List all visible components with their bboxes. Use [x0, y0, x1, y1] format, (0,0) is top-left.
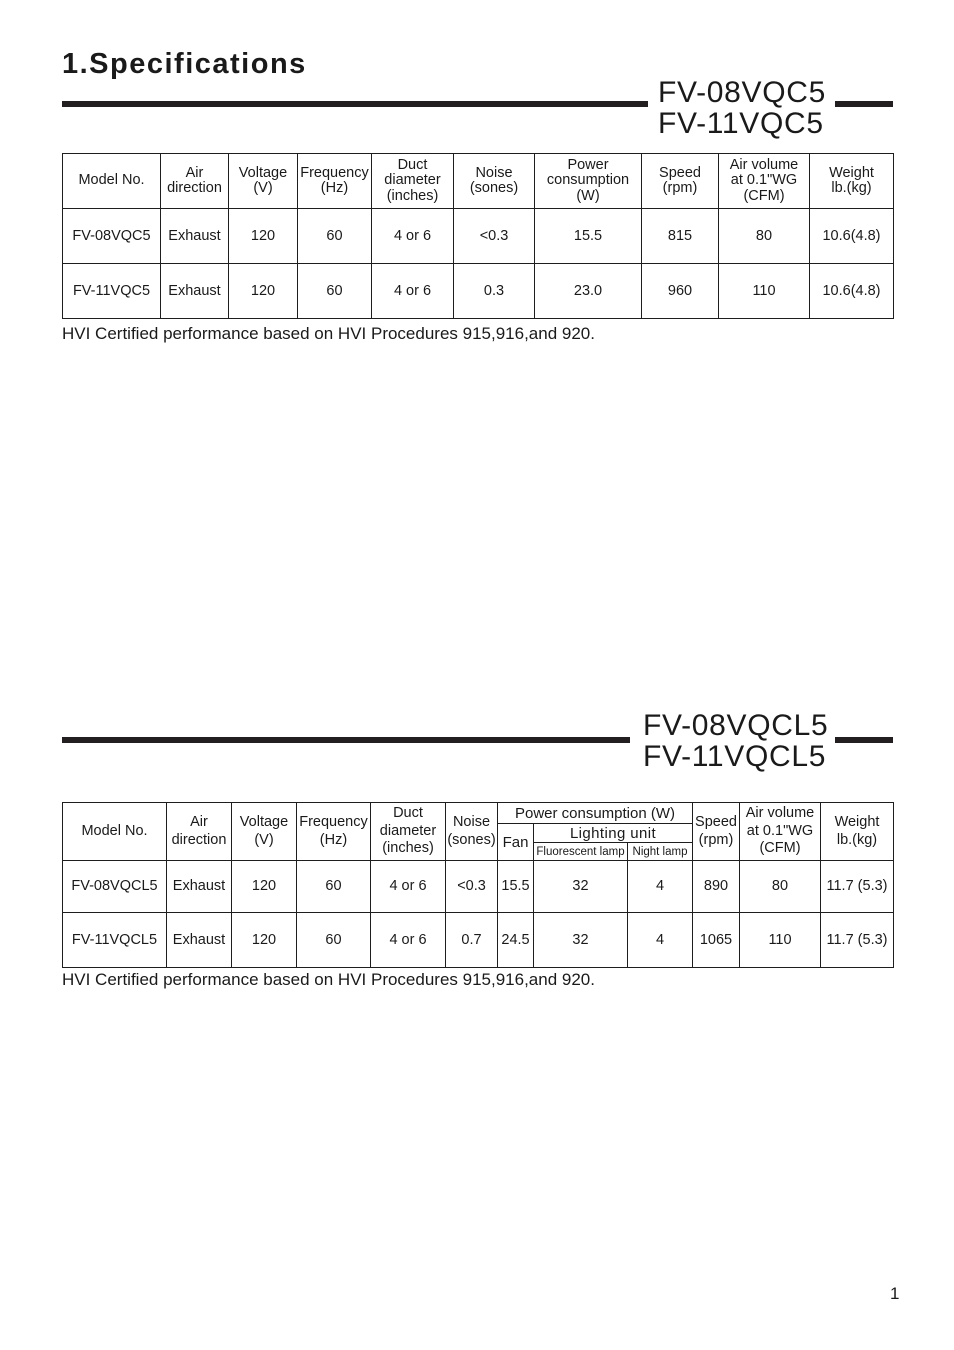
cell-power-consumption: 23.0 [535, 264, 642, 319]
cell-air-direction: Exhaust [167, 913, 232, 968]
cell-model-no: FV-11VQCL5 [63, 913, 167, 968]
section-rule-left [62, 101, 648, 107]
header-voltage: Voltage (V) [229, 154, 298, 209]
table-row [63, 913, 894, 968]
cell-speed: 1065 [693, 913, 740, 968]
cell-frequency: 60 [297, 861, 371, 913]
header-weight: Weight lb.(kg) [821, 803, 894, 861]
header-power-consumption: Power consumption (W) [498, 803, 693, 824]
cell-night-lamp-power: 4 [628, 913, 693, 968]
header-duct-diameter: Duct diameter (inches) [371, 803, 446, 861]
header-air-volume: Air volume at 0.1"WG (CFM) [719, 154, 810, 209]
page-title: 1.Specifications [62, 48, 307, 80]
header-air-direction: Air direction [167, 803, 232, 861]
table-row [63, 264, 894, 319]
header-night-lamp: Night lamp [628, 843, 693, 861]
cell-air-volume: 80 [740, 861, 821, 913]
cell-voltage: 120 [232, 913, 297, 968]
cell-duct-diameter: 4 or 6 [371, 913, 446, 968]
header-duct-diameter: Duct diameter (inches) [372, 154, 454, 209]
header-fan: Fan [498, 824, 534, 861]
cell-frequency: 60 [297, 913, 371, 968]
header-frequency: Frequency (Hz) [298, 154, 372, 209]
cell-model-no: FV-08VQCL5 [63, 861, 167, 913]
cell-air-direction: Exhaust [167, 861, 232, 913]
header-noise: Noise (sones) [454, 154, 535, 209]
cell-speed: 960 [642, 264, 719, 319]
cell-fan-power: 15.5 [498, 861, 534, 913]
header-noise: Noise (sones) [446, 803, 498, 861]
header-speed: Speed (rpm) [642, 154, 719, 209]
cell-duct-diameter: 4 or 6 [372, 209, 454, 264]
cell-weight: 11.7 (5.3) [821, 861, 894, 913]
header-frequency: Frequency (Hz) [297, 803, 371, 861]
cell-voltage: 120 [232, 861, 297, 913]
cell-noise: <0.3 [454, 209, 535, 264]
header-fluorescent-lamp: Fluorescent lamp [534, 843, 628, 861]
spec-table-vqcl5 [62, 802, 894, 968]
header-air-direction: Air direction [161, 154, 229, 209]
cell-air-volume: 110 [740, 913, 821, 968]
cell-weight: 10.6(4.8) [810, 264, 894, 319]
cell-weight: 10.6(4.8) [810, 209, 894, 264]
cell-frequency: 60 [298, 264, 372, 319]
header-power-consumption: Power consumption (W) [535, 154, 642, 209]
cell-frequency: 60 [298, 209, 372, 264]
cell-air-direction: Exhaust [161, 209, 229, 264]
table-row [63, 861, 894, 913]
section-rule-right [835, 737, 893, 743]
model-heading-line: FV-08VQC5 [658, 76, 827, 109]
page-number: 1 [890, 1284, 900, 1303]
cell-night-lamp-power: 4 [628, 861, 693, 913]
cell-fluorescent-lamp-power: 32 [534, 861, 628, 913]
table-row [63, 209, 894, 264]
section-rule-right [835, 101, 893, 107]
hvi-note: HVI Certified performance based on HVI Procedures 915,916,and 920. [62, 324, 595, 343]
cell-fluorescent-lamp-power: 32 [534, 913, 628, 968]
cell-voltage: 120 [229, 209, 298, 264]
cell-duct-diameter: 4 or 6 [371, 861, 446, 913]
cell-weight: 11.7 (5.3) [821, 913, 894, 968]
cell-model-no: FV-08VQC5 [63, 209, 161, 264]
cell-noise: 0.7 [446, 913, 498, 968]
table-header-row [63, 154, 894, 209]
cell-voltage: 120 [229, 264, 298, 319]
header-lighting-unit: Lighting unit [534, 824, 693, 843]
header-weight: Weight lb.(kg) [810, 154, 894, 209]
cell-duct-diameter: 4 or 6 [372, 264, 454, 319]
header-model-no: Model No. [63, 154, 161, 209]
table-header-row [63, 803, 894, 824]
header-speed: Speed (rpm) [693, 803, 740, 861]
cell-air-direction: Exhaust [161, 264, 229, 319]
header-air-volume: Air volume at 0.1"WG (CFM) [740, 803, 821, 861]
header-model-no: Model No. [63, 803, 167, 861]
cell-speed: 815 [642, 209, 719, 264]
spec-table-vqc5 [62, 153, 894, 319]
cell-speed: 890 [693, 861, 740, 913]
hvi-note: HVI Certified performance based on HVI Procedures 915,916,and 920. [62, 970, 595, 989]
cell-fan-power: 24.5 [498, 913, 534, 968]
model-heading-line: FV-11VQCL5 [643, 740, 827, 773]
cell-noise: <0.3 [446, 861, 498, 913]
model-heading-line: FV-11VQC5 [658, 107, 824, 140]
header-voltage: Voltage (V) [232, 803, 297, 861]
model-heading-line: FV-08VQCL5 [643, 709, 829, 742]
cell-air-volume: 80 [719, 209, 810, 264]
cell-model-no: FV-11VQC5 [63, 264, 161, 319]
cell-power-consumption: 15.5 [535, 209, 642, 264]
model-heading [658, 77, 826, 139]
section-rule-left [62, 737, 630, 743]
cell-noise: 0.3 [454, 264, 535, 319]
model-heading [643, 710, 828, 772]
cell-air-volume: 110 [719, 264, 810, 319]
